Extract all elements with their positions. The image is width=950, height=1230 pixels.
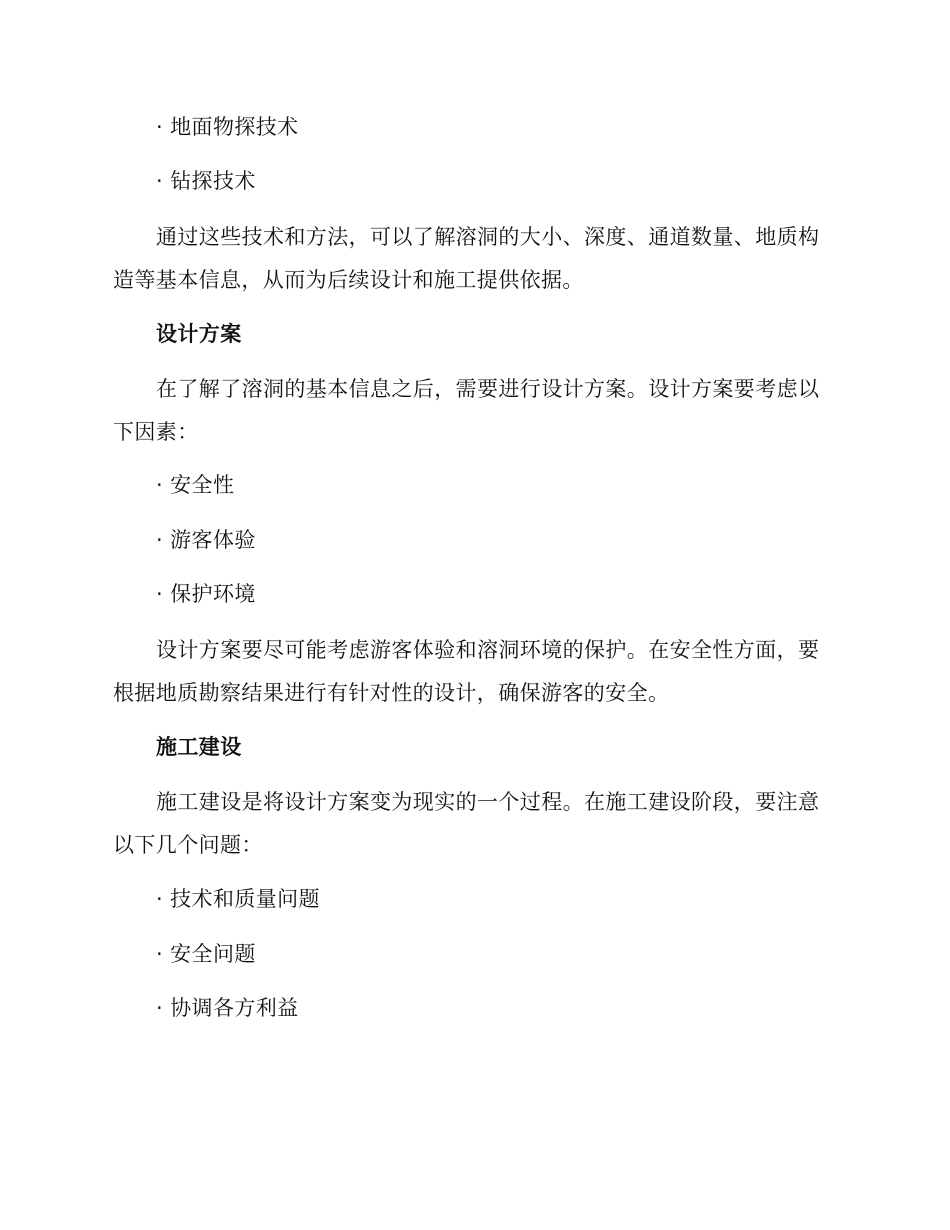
bullet-item-safety: · 安全性 — [156, 473, 235, 497]
bullet-item-visitor-experience: · 游客体验 — [156, 528, 256, 552]
paragraph-4-line-1: 施工建设是将设计方案变为现实的一个过程。在施工建设阶段，要注意 — [156, 790, 820, 814]
bullet-item-technical-quality: · 技术和质量问题 — [156, 887, 320, 911]
bullet-item-environment: · 保护环境 — [156, 582, 256, 606]
paragraph-3-line-2: 根据地质勘察结果进行有针对性的设计，确保游客的安全。 — [113, 681, 670, 705]
paragraph-1-line-2: 造等基本信息，从而为后续设计和施工提供依据。 — [113, 268, 584, 292]
bullet-item-geophysics: · 地面物探技术 — [156, 115, 299, 139]
paragraph-3-line-1: 设计方案要尽可能考虑游客体验和溶洞环境的保护。在安全性方面，要 — [156, 638, 820, 662]
section-heading-construction: 施工建设 — [156, 735, 242, 759]
paragraph-4-line-2: 以下几个问题： — [113, 833, 263, 857]
bullet-item-safety-issues: · 安全问题 — [156, 942, 256, 966]
section-heading-design: 设计方案 — [156, 322, 242, 346]
bullet-item-drilling: · 钻探技术 — [156, 169, 256, 193]
paragraph-2-line-2: 下因素： — [113, 420, 199, 444]
paragraph-2-line-1: 在了解了溶洞的基本信息之后，需要进行设计方案。设计方案要考虑以 — [156, 377, 820, 401]
bullet-item-coordinate-interests: · 协调各方利益 — [156, 996, 299, 1020]
paragraph-1-line-1: 通过这些技术和方法，可以了解溶洞的大小、深度、通道数量、地质构 — [156, 225, 820, 249]
